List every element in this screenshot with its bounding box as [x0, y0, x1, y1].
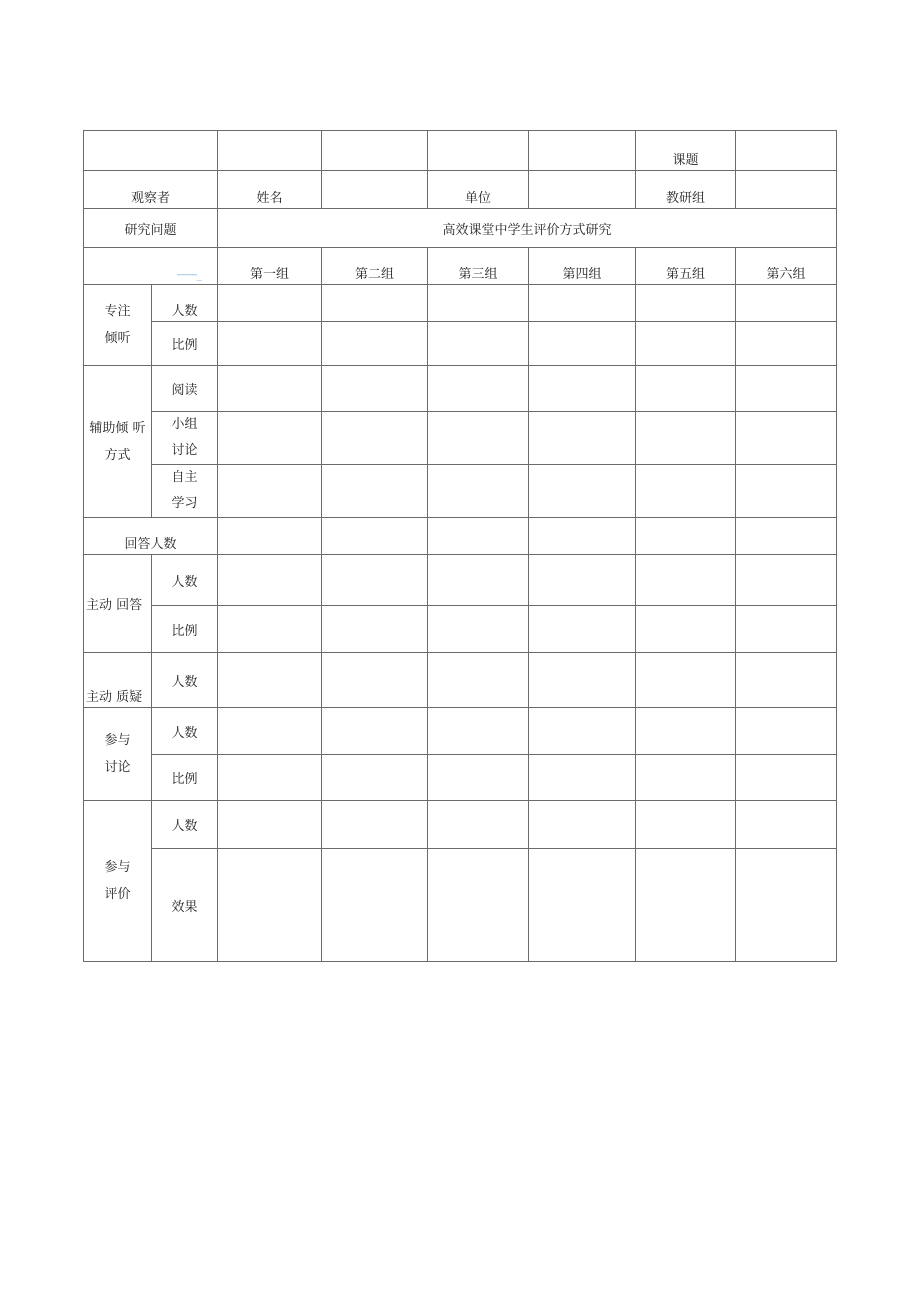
data-cell[interactable] — [529, 366, 636, 412]
label-line: 参与 — [104, 733, 131, 748]
data-cell[interactable] — [636, 285, 736, 322]
data-cell[interactable] — [428, 322, 529, 366]
column-header: 第二组 — [322, 248, 428, 285]
data-cell[interactable] — [322, 518, 428, 555]
label-line: 小组 — [171, 417, 198, 432]
data-cell[interactable] — [636, 849, 736, 962]
data-cell[interactable] — [529, 708, 636, 755]
aux-listening-label — [84, 366, 152, 518]
data-cell[interactable] — [529, 801, 636, 849]
data-cell[interactable] — [736, 412, 837, 465]
data-cell[interactable] — [636, 606, 736, 653]
empty-cell[interactable] — [529, 131, 636, 171]
data-cell[interactable] — [428, 849, 529, 962]
observer-label: 观察者 — [84, 171, 218, 209]
count-label: 人数 — [152, 555, 218, 606]
corner-mark: ——_ — [176, 268, 201, 281]
label-line: 学习 — [171, 496, 198, 511]
unit-value-cell[interactable] — [529, 171, 636, 209]
data-cell[interactable] — [322, 555, 428, 606]
data-cell[interactable] — [736, 708, 837, 755]
group-label: 教研组 — [636, 171, 736, 209]
data-cell[interactable] — [322, 465, 428, 518]
data-cell[interactable] — [428, 555, 529, 606]
data-cell[interactable] — [218, 322, 322, 366]
topic-label: 课题 — [636, 131, 736, 171]
data-cell[interactable] — [218, 755, 322, 801]
group-value-cell[interactable] — [736, 171, 837, 209]
data-cell[interactable] — [322, 755, 428, 801]
data-cell[interactable] — [322, 606, 428, 653]
label-line: 辅助倾 听 — [89, 420, 146, 436]
evaluation-label — [84, 801, 152, 962]
data-cell[interactable] — [636, 366, 736, 412]
label-line: 参与 — [104, 860, 131, 875]
data-cell[interactable] — [529, 849, 636, 962]
label-line: 方式 — [104, 447, 131, 463]
data-cell[interactable] — [736, 755, 837, 801]
data-cell[interactable] — [736, 849, 837, 962]
data-cell[interactable] — [636, 465, 736, 518]
data-cell[interactable] — [428, 465, 529, 518]
empty-cell[interactable] — [428, 131, 529, 171]
data-cell[interactable] — [428, 518, 529, 555]
label-line: 自主 — [171, 470, 198, 485]
research-question-label: 研究问题 — [84, 209, 218, 248]
name-label: 姓名 — [218, 171, 322, 209]
data-cell[interactable] — [636, 801, 736, 849]
ratio-label: 比例 — [152, 755, 218, 801]
data-cell[interactable] — [736, 285, 837, 322]
label-line: 专注 — [104, 304, 131, 319]
data-cell[interactable] — [736, 606, 837, 653]
empty-cell[interactable] — [84, 131, 218, 171]
name-value-cell[interactable] — [322, 171, 428, 209]
data-cell[interactable] — [636, 518, 736, 555]
data-cell[interactable] — [529, 322, 636, 366]
data-cell[interactable] — [218, 412, 322, 465]
data-cell[interactable] — [322, 801, 428, 849]
reading-label: 阅读 — [152, 366, 218, 412]
data-cell[interactable] — [218, 801, 322, 849]
data-cell[interactable] — [529, 465, 636, 518]
data-cell[interactable] — [636, 708, 736, 755]
label-line: 倾听 — [104, 331, 131, 346]
data-cell[interactable] — [218, 555, 322, 606]
data-cell[interactable] — [322, 653, 428, 708]
data-cell[interactable] — [428, 412, 529, 465]
ratio-label: 比例 — [152, 606, 218, 653]
effect-label: 效果 — [152, 849, 218, 962]
data-cell[interactable] — [428, 801, 529, 849]
active-question-label: 主动 质疑 — [84, 653, 152, 708]
data-cell[interactable] — [529, 606, 636, 653]
data-cell[interactable] — [529, 518, 636, 555]
empty-cell[interactable] — [322, 131, 428, 171]
empty-cell[interactable] — [218, 131, 322, 171]
data-cell[interactable] — [428, 606, 529, 653]
data-cell[interactable] — [428, 653, 529, 708]
data-cell[interactable] — [529, 285, 636, 322]
data-cell[interactable] — [322, 849, 428, 962]
topic-value-cell[interactable] — [736, 131, 837, 171]
data-cell[interactable] — [218, 465, 322, 518]
answer-count-label: 回答人数 — [84, 518, 218, 555]
data-cell[interactable] — [218, 606, 322, 653]
self-study-label — [152, 465, 218, 518]
data-cell[interactable] — [529, 412, 636, 465]
unit-label: 单位 — [428, 171, 529, 209]
data-cell[interactable] — [736, 366, 837, 412]
data-cell[interactable] — [736, 653, 837, 708]
label-line: 讨论 — [104, 760, 131, 775]
data-cell[interactable] — [428, 708, 529, 755]
data-cell[interactable] — [322, 322, 428, 366]
data-cell[interactable] — [218, 849, 322, 962]
ratio-label: 比例 — [152, 322, 218, 366]
data-cell[interactable] — [218, 366, 322, 412]
data-cell[interactable] — [218, 285, 322, 322]
group-discussion-label — [152, 412, 218, 465]
data-cell[interactable] — [428, 755, 529, 801]
data-cell[interactable] — [736, 322, 837, 366]
column-header: 第四组 — [529, 248, 636, 285]
column-header: 第三组 — [428, 248, 529, 285]
column-header: 第一组 — [218, 248, 322, 285]
data-cell[interactable] — [636, 322, 736, 366]
data-cell[interactable] — [636, 555, 736, 606]
count-label: 人数 — [152, 801, 218, 849]
data-cell[interactable] — [736, 465, 837, 518]
data-cell[interactable] — [428, 285, 529, 322]
data-cell[interactable] — [636, 755, 736, 801]
data-cell[interactable] — [736, 518, 837, 555]
data-cell[interactable] — [428, 366, 529, 412]
corner-cell — [84, 248, 218, 285]
column-header: 第六组 — [736, 248, 837, 285]
data-cell[interactable] — [322, 708, 428, 755]
data-cell[interactable] — [218, 653, 322, 708]
data-cell[interactable] — [322, 366, 428, 412]
data-cell[interactable] — [529, 555, 636, 606]
column-header: 第五组 — [636, 248, 736, 285]
data-cell[interactable] — [529, 755, 636, 801]
active-answer-label: 主动 回答 — [84, 555, 152, 653]
research-question-value: 高效课堂中学生评价方式研究 — [218, 209, 837, 248]
data-cell[interactable] — [636, 412, 736, 465]
data-cell[interactable] — [218, 518, 322, 555]
data-cell[interactable] — [218, 708, 322, 755]
data-cell[interactable] — [736, 801, 837, 849]
label-line: 讨论 — [171, 443, 198, 458]
data-cell[interactable] — [322, 285, 428, 322]
data-cell[interactable] — [636, 653, 736, 708]
data-cell[interactable] — [736, 555, 837, 606]
label-line: 评价 — [104, 887, 131, 902]
count-label: 人数 — [152, 285, 218, 322]
focus-listening-label — [84, 285, 152, 366]
discussion-label — [84, 708, 152, 801]
data-cell[interactable] — [529, 653, 636, 708]
count-label: 人数 — [152, 653, 218, 708]
count-label: 人数 — [152, 708, 218, 755]
observation-form-table — [83, 130, 837, 962]
data-cell[interactable] — [322, 412, 428, 465]
